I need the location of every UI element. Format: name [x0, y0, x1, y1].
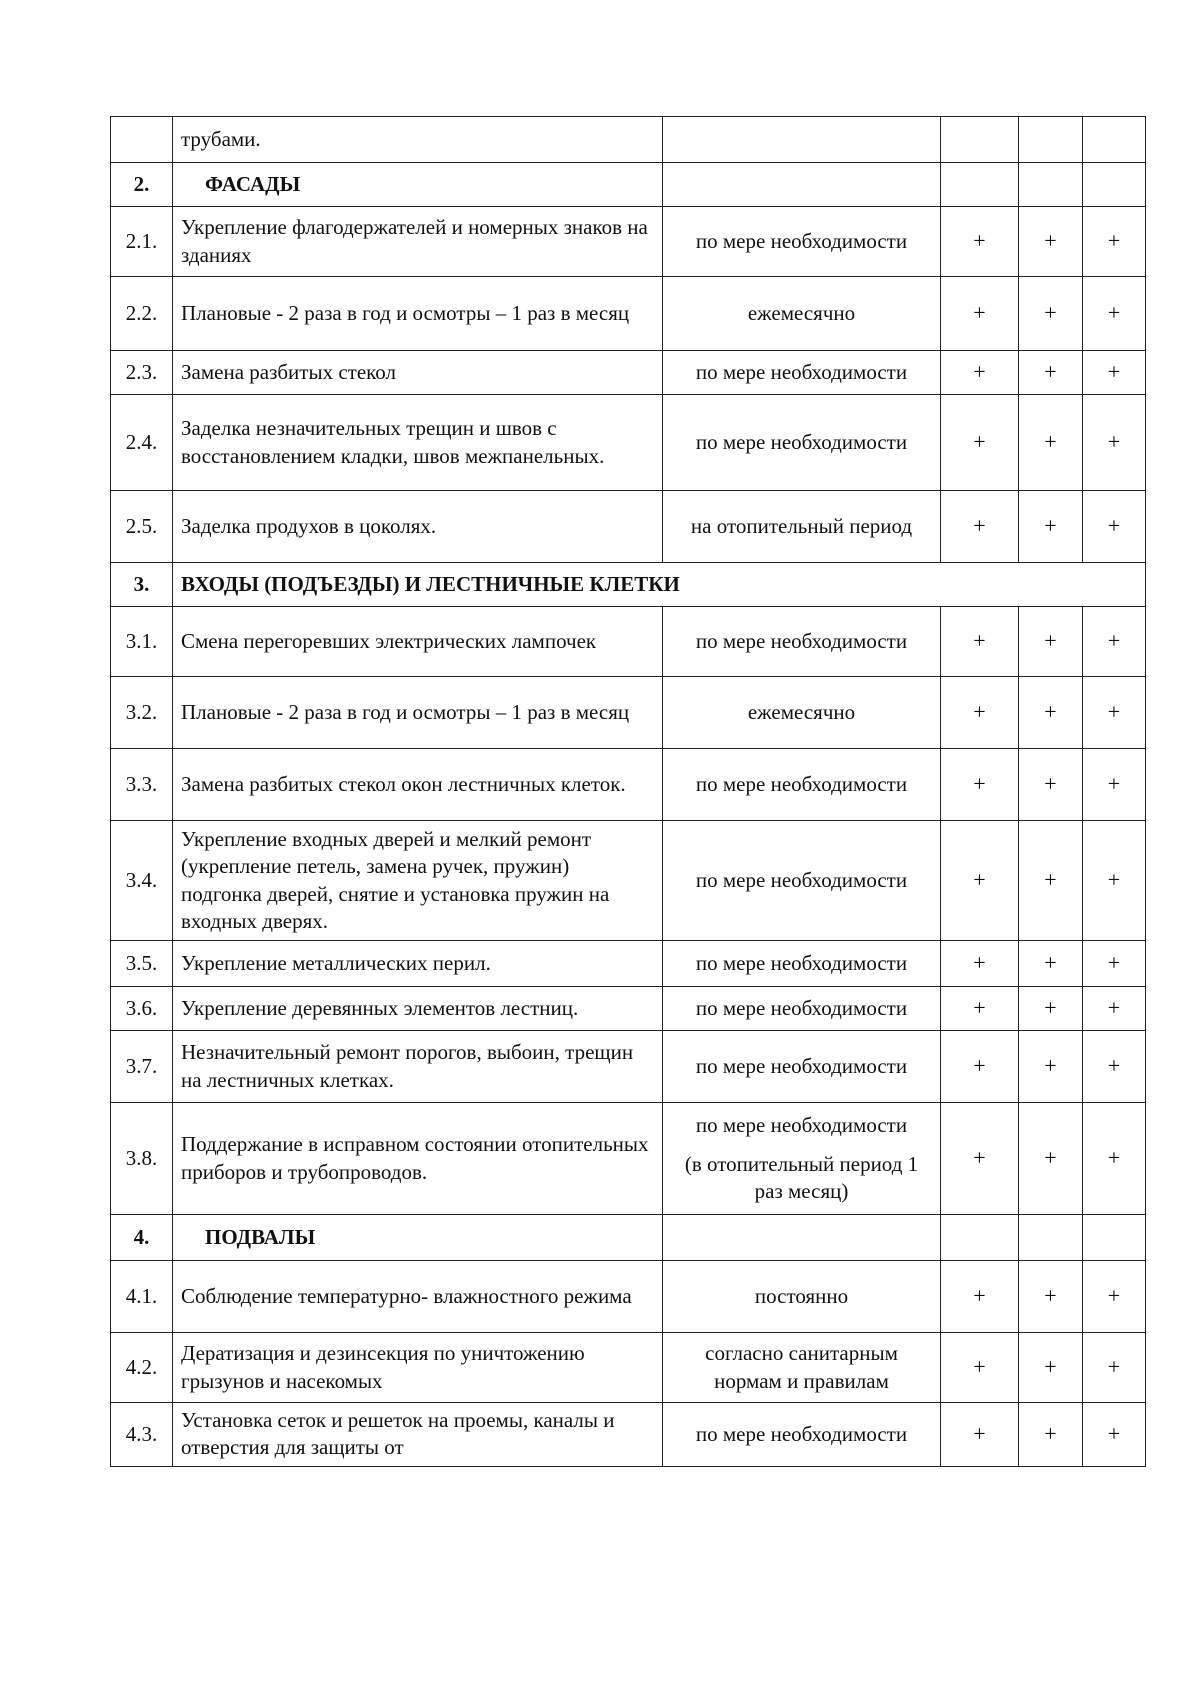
table-row: [111, 1403, 1146, 1467]
frequency-cell: [663, 821, 941, 941]
table-row: [111, 117, 1146, 163]
frequency-cell: [663, 277, 941, 351]
maintenance-schedule-table: [110, 116, 1146, 1467]
applicability-mark: +: [1019, 1031, 1083, 1103]
frequency-cell: [663, 1333, 941, 1403]
table-row: [111, 749, 1146, 821]
work-description: Укрепление металлических перил.: [173, 941, 663, 987]
mark-cell: [1019, 1215, 1083, 1261]
frequency-text: по мере необходимости: [695, 1112, 908, 1137]
frequency-text: по мере необходимости: [695, 1421, 908, 1446]
frequency-text: по мере необходимости: [695, 628, 908, 653]
work-description: Плановые - 2 раза в год и осмотры – 1 раз в месяц: [173, 677, 663, 749]
applicability-mark: +: [1083, 607, 1146, 677]
section-title: ФАСАДЫ: [173, 163, 663, 207]
section-title: ПОДВАЛЫ: [173, 1215, 663, 1261]
row-number: 2.5.: [111, 491, 173, 563]
table-row: [111, 395, 1146, 491]
applicability-mark: +: [941, 607, 1019, 677]
table-body: [111, 117, 1146, 1467]
row-number: 3.4.: [111, 821, 173, 941]
mark-cell: [1019, 163, 1083, 207]
work-description: Дератизация и дезинсекция по уничтожению грызунов и насекомых: [173, 1333, 663, 1403]
applicability-mark: +: [1019, 351, 1083, 395]
applicability-mark: +: [941, 395, 1019, 491]
row-number: 2.1.: [111, 207, 173, 277]
applicability-mark: +: [941, 749, 1019, 821]
applicability-mark: +: [941, 277, 1019, 351]
applicability-mark: +: [1083, 1261, 1146, 1333]
table-row: [111, 821, 1146, 941]
work-description: Незначительный ремонт порогов, выбоин, трещин на лестничных клетках.: [173, 1031, 663, 1103]
applicability-mark: +: [1083, 491, 1146, 563]
applicability-mark: +: [941, 941, 1019, 987]
applicability-mark: +: [1083, 1031, 1146, 1103]
applicability-mark: +: [1083, 395, 1146, 491]
applicability-mark: [1083, 117, 1146, 163]
frequency-cell: [663, 1031, 941, 1103]
work-description: Плановые - 2 раза в год и осмотры – 1 раз в месяц: [173, 277, 663, 351]
applicability-mark: +: [941, 1261, 1019, 1333]
table-row: [111, 207, 1146, 277]
frequency-cell: [663, 607, 941, 677]
table-row: [111, 941, 1146, 987]
row-number: 2.4.: [111, 395, 173, 491]
work-description: трубами.: [173, 117, 663, 163]
work-description: Замена разбитых стекол окон лестничных клеток.: [173, 749, 663, 821]
work-description: Укрепление входных дверей и мелкий ремонт (укрепление петель, замена ручек, пружин) подгонка дверей, снятие и установка пружин на входных дверях.: [173, 821, 663, 941]
table-row: [111, 277, 1146, 351]
applicability-mark: +: [1083, 677, 1146, 749]
applicability-mark: +: [941, 821, 1019, 941]
table-row: [111, 1103, 1146, 1215]
work-description: Поддержание в исправном состоянии отопительных приборов и трубопроводов.: [173, 1103, 663, 1215]
applicability-mark: +: [1019, 207, 1083, 277]
mark-cell: [1083, 163, 1146, 207]
applicability-mark: +: [941, 351, 1019, 395]
applicability-mark: +: [941, 1333, 1019, 1403]
row-number: 4.2.: [111, 1333, 173, 1403]
applicability-mark: +: [1019, 395, 1083, 491]
table-row: [111, 987, 1146, 1031]
frequency-cell: [663, 987, 941, 1031]
applicability-mark: +: [1083, 277, 1146, 351]
applicability-mark: +: [1083, 1103, 1146, 1215]
frequency-text: по мере необходимости: [695, 950, 908, 975]
frequency-spacer: [671, 1139, 932, 1151]
frequency-cell: [663, 395, 941, 491]
section-header-row: [111, 163, 1146, 207]
row-number: 4.1.: [111, 1261, 173, 1333]
applicability-mark: [941, 117, 1019, 163]
applicability-mark: +: [1019, 941, 1083, 987]
frequency-cell: [663, 677, 941, 749]
applicability-mark: +: [1019, 1333, 1083, 1403]
applicability-mark: +: [941, 677, 1019, 749]
frequency-cell: [663, 749, 941, 821]
applicability-mark: +: [941, 491, 1019, 563]
table-row: [111, 1031, 1146, 1103]
section-header-row: [111, 1215, 1146, 1261]
row-number: 3.7.: [111, 1031, 173, 1103]
row-number: 3.8.: [111, 1103, 173, 1215]
applicability-mark: +: [1019, 277, 1083, 351]
row-number: 4.: [111, 1215, 173, 1261]
frequency-text: по мере необходимости: [695, 359, 908, 384]
row-number: 2.3.: [111, 351, 173, 395]
applicability-mark: +: [1019, 677, 1083, 749]
row-number: 3.5.: [111, 941, 173, 987]
applicability-mark: +: [1083, 941, 1146, 987]
applicability-mark: +: [1083, 351, 1146, 395]
applicability-mark: +: [1019, 607, 1083, 677]
frequency-text: согласно санитарным нормам и правилам: [705, 1341, 898, 1393]
work-description: Соблюдение температурно- влажностного режима: [173, 1261, 663, 1333]
row-number: 2.: [111, 163, 173, 207]
frequency-cell: [663, 117, 941, 163]
section-header-row: [111, 563, 1146, 607]
applicability-mark: +: [1019, 1103, 1083, 1215]
frequency-text: по мере необходимости: [695, 228, 908, 253]
frequency-text: по мере необходимости: [695, 1053, 908, 1078]
frequency-cell: [663, 207, 941, 277]
mark-cell: [941, 1215, 1019, 1261]
mark-cell: [1083, 1215, 1146, 1261]
applicability-mark: [1019, 117, 1083, 163]
applicability-mark: +: [1083, 749, 1146, 821]
row-number: 3.: [111, 563, 173, 607]
applicability-mark: +: [1019, 821, 1083, 941]
applicability-mark: +: [1019, 987, 1083, 1031]
row-number: [111, 117, 173, 163]
table-row: [111, 1333, 1146, 1403]
frequency-cell: [663, 1215, 941, 1261]
work-description: Замена разбитых стекол: [173, 351, 663, 395]
work-description: Укрепление деревянных элементов лестниц.: [173, 987, 663, 1031]
applicability-mark: +: [941, 987, 1019, 1031]
applicability-mark: +: [1083, 821, 1146, 941]
section-title: ВХОДЫ (ПОДЪЕЗДЫ) И ЛЕСТНИЧНЫЕ КЛЕТКИ: [173, 563, 1146, 607]
frequency-cell: [663, 1261, 941, 1333]
frequency-text: постоянно: [754, 1283, 849, 1308]
frequency-text: на отопительный период: [690, 513, 913, 538]
applicability-mark: +: [1019, 749, 1083, 821]
applicability-mark: +: [941, 1031, 1019, 1103]
frequency-text: по мере необходимости: [695, 995, 908, 1020]
frequency-text: по мере необходимости: [695, 867, 908, 892]
row-number: 3.6.: [111, 987, 173, 1031]
frequency-cell: [663, 941, 941, 987]
applicability-mark: +: [1019, 491, 1083, 563]
work-description: Укрепление флагодержателей и номерных знаков на зданиях: [173, 207, 663, 277]
table-row: [111, 491, 1146, 563]
row-number: 3.1.: [111, 607, 173, 677]
applicability-mark: +: [941, 1403, 1019, 1467]
work-description: Заделка незначительных трещин и швов с восстановлением кладки, швов межпанельных.: [173, 395, 663, 491]
frequency-cell: [663, 351, 941, 395]
mark-cell: [941, 163, 1019, 207]
work-description: Заделка продухов в цоколях.: [173, 491, 663, 563]
frequency-cell: [663, 163, 941, 207]
applicability-mark: +: [1083, 987, 1146, 1031]
frequency-text: (в отопительный период 1 раз месяц): [684, 1151, 919, 1204]
work-description: Смена перегоревших электрических лампочек: [173, 607, 663, 677]
applicability-mark: +: [1083, 207, 1146, 277]
table-row: [111, 677, 1146, 749]
table-row: [111, 351, 1146, 395]
frequency-text: по мере необходимости: [695, 429, 908, 454]
table-row: [111, 607, 1146, 677]
frequency-text: по мере необходимости: [695, 771, 908, 796]
frequency-cell: [663, 491, 941, 563]
frequency-cell: [663, 1103, 941, 1215]
row-number: 2.2.: [111, 277, 173, 351]
applicability-mark: +: [1019, 1403, 1083, 1467]
work-description: Установка сеток и решеток на проемы, каналы и отверстия для защиты от: [173, 1403, 663, 1467]
applicability-mark: +: [1083, 1403, 1146, 1467]
applicability-mark: +: [1083, 1333, 1146, 1403]
frequency-text: ежемесячно: [747, 699, 856, 724]
row-number: 3.2.: [111, 677, 173, 749]
table-row: [111, 1261, 1146, 1333]
row-number: 4.3.: [111, 1403, 173, 1467]
frequency-cell: [663, 1403, 941, 1467]
applicability-mark: +: [1019, 1261, 1083, 1333]
row-number: 3.3.: [111, 749, 173, 821]
applicability-mark: +: [941, 207, 1019, 277]
frequency-text: ежемесячно: [747, 300, 856, 325]
applicability-mark: +: [941, 1103, 1019, 1215]
